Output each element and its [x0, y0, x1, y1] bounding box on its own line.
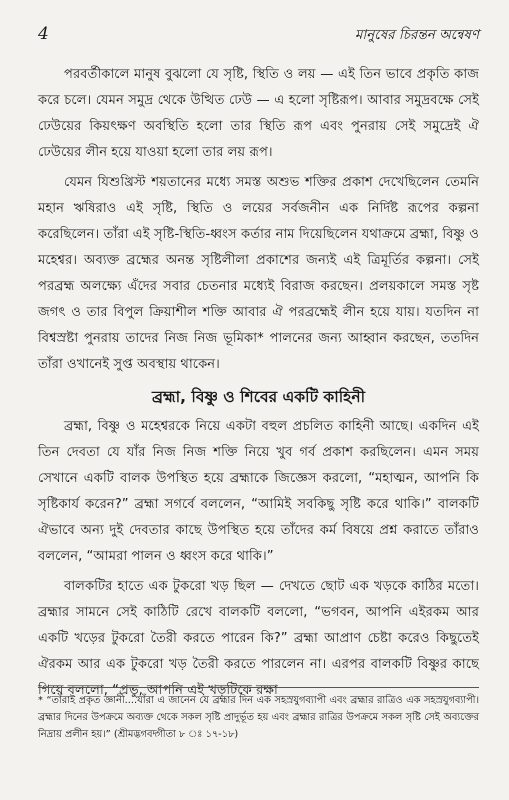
body-text — [38, 62, 479, 704]
page-number: 4 — [38, 24, 49, 44]
running-title: মানুষের চিরন্তন অন্বেষণ — [354, 27, 479, 43]
footnote-divider — [38, 687, 479, 688]
paragraph: পরবর্তীকালে মানুষ বুঝলো যে সৃষ্টি, স্থিতি ও লয় — এই তিন ভাবে প্রকৃতি কাজ করে চলে। যেমন সমুদ্র থেকে উত্থিত ঢেউ — এ হলো সৃষ্টিরূপ। আবার সমুদ্রবক্ষে সেই ঢেউয়ের কিয়ৎক্ষণ অবস্থিতি হলো তার স্থিতি রূপ এবং পুনরায় সেই সমুদ্রেই ঐ ঢেউয়ের লীন হয়ে যাওয়া হলো তার লয় রূপ। — [38, 67, 480, 160]
footnote: * “তাঁরাই প্রকৃত জ্ঞানী....যাঁরা এ জানেন যে ব্রহ্মার দিন এক সহস্রযুগব্যাপী এবং ব্রহ্মার রাত্রিও এক সহস্রযুগব্যাপী। ব্রহ্মার দিনের উপক্রমে অব্যক্ত থেকে সকল সৃষ্টি প্রাদুর্ভূত হয় এবং ব্রহ্মার রাত্রির উপক্রমে সকল সৃষ্টি সেই অব্যক্তের নিদ্রায় প্রলীন হয়।” (শ্রীমদ্ভগবদ্গীতা ৮ ঃ ১৭-১৮) — [38, 695, 479, 740]
page-header — [38, 24, 479, 54]
paragraph: যেমন যিশুখ্রিস্ট শয়তানের মধ্যে সমস্ত অশুভ শক্তির প্রকাশ দেখেছিলেন তেমনি মহান ঋষিরাও এই সৃষ্টি, স্থিতি ও লয়ের সর্বজনীন এক নির্দিষ্ট রূপের কল্পনা করেছিলেন। তাঁরা এই সৃষ্টি-স্থিতি-ধ্বংস কর্তার নাম দিয়েছিলেন যথাক্রমে ব্রহ্মা, বিষ্ণু ও মহেশ্বর। অব্যক্ত ব্রহ্মের অনন্ত সৃষ্টিলীলা প্রকাশের জন্যই এই ত্রিমূর্তির কল্পনা। সেই পরব্রহ্ম অলক্ষ্যে এঁদের সবার চেতনার মধ্যেই বিরাজ করছেন। প্রলয়কালে সমস্ত সৃষ্ট জগৎ ও তার বিপুল ক্রিয়াশীল শক্তি আবার ঐ পরব্রহ্মেই লীন হয়ে যায়। যতদিন না বিশ্বস্রষ্টা পুনরায় তাদের নিজ নিজ ভূমিকা* পালনের জন্য আহ্বান করছেন, ততদিন তাঁরা ওখানেই সুপ্ত অবস্থায় থাকেন। — [38, 175, 479, 372]
paragraph: বালকটির হাতে এক টুকরো খড় ছিল — দেখতে ছোট এক খড়কে কাঠির মতো। ব্রহ্মার সামনে সেই কাঠিটি রেখে বালকটি বললো, “ভগবন, আপনি এইরকম আর একটি খড়ের টুকরো তৈরী করতে পারেন কি?” ব্রহ্মা আপ্রাণ চেষ্টা করেও কিছুতেই ঐরকম আর এক টুকরো খড় তৈরী করতে পারলেন না। এরপর বালকটি বিষ্ণুর কাছে গিয়ে বললো, “প্রভু, আপনি এই খড়টিকে রক্ষা — [38, 579, 479, 698]
paragraph: ব্রহ্মা, বিষ্ণু ও মহেশ্বরকে নিয়ে একটা বহুল প্রচলিত কাহিনী আছে। একদিন এই তিন দেবতা যে যাঁর নিজ নিজ শক্তি নিয়ে খুব গর্ব প্রকাশ করছিলেন। এমন সময় সেখানে একটি বালক উপস্থিত হয়ে ব্রহ্মাকে জিজ্ঞেস করলো, “মহাত্মন, আপনি কি সৃষ্টিকার্য করেন?” ব্রহ্মা সগর্বে বললেন, “আমিই সবকিছু সৃষ্টি করে থাকি।” বালকটি ঐভাবে অন্য দুই দেবতার কাছে উপস্থিত হয়ে তাঁদের কর্ম বিষয়ে প্রশ্ন করাতে তাঁরাও বললেন, “আমরা পালন ও ধ্বংস করে থাকি।” — [38, 419, 479, 564]
section-heading: ব্রহ্মা, বিষ্ণু ও শিবের একটি কাহিনী — [151, 388, 366, 406]
